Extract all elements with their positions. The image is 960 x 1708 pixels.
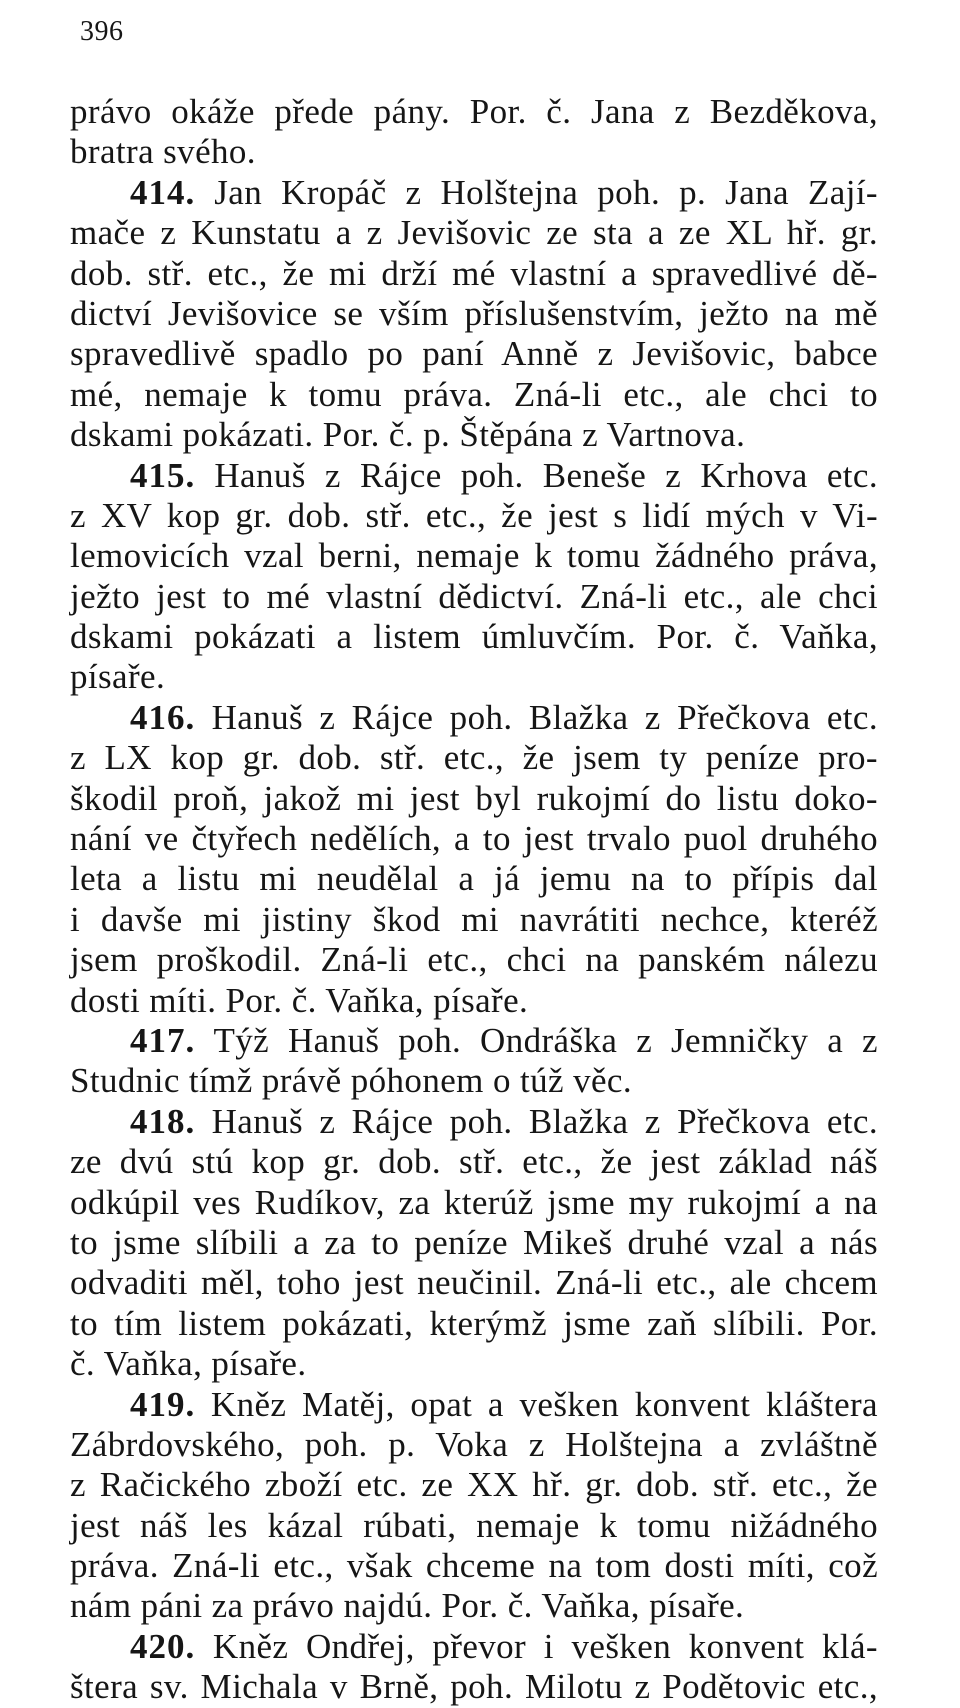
text-line [70,536,878,576]
line-text: Hanuš z Rájce poh. Blažka z Přečkova etc. [195,1101,878,1141]
entry-number: 415. [130,455,196,495]
text-line [70,1061,878,1101]
line-text: z Račického zboží etc. ze XX hř. gr. dob. stř. etc., že [70,1465,878,1505]
line-text: z LX kop gr. dob. stř. etc., že jsem ty peníze pro- [70,738,878,778]
line-text: dictví Jevišovice se vším příslušenstvím, ježto na mě [70,293,878,333]
text-line [70,132,878,172]
line-text: štera sv. Michala v Brně, poh. Milotu z Podětovic etc., [70,1667,878,1707]
line-text: písaře. [70,657,166,697]
line-text: z XV kop gr. dob. stř. etc., že jest s lidí mých v Vi- [70,495,878,535]
line-text: Hanuš z Rájce poh. Blažka z Přečkova etc. [195,697,878,737]
line-text: to tím listem pokázati, kterýmž jsme zaň slíbili. Por. [70,1303,878,1343]
line-text: dosti míti. Por. č. Vaňka, písaře. [70,980,529,1020]
text-line [70,334,878,374]
text-line [70,1465,878,1505]
text-line [70,213,878,253]
text-line [70,617,878,657]
text-line [70,1142,878,1182]
text-line [70,738,878,778]
text-line [70,940,878,980]
text-line [70,1667,878,1707]
line-text: bratra svého. [70,132,256,172]
page-number: 396 [80,16,124,47]
line-text: Kněz Matěj, opat a veškеn konvent kláštera [195,1384,878,1424]
entry-first-line [70,1627,878,1667]
line-text: č. Vaňka, písaře. [70,1344,307,1384]
entry-first-line [70,173,878,213]
line-text: i davše mi jistiny škod mi navrátiti nechce, kteréž [70,899,878,939]
text-line [70,981,878,1021]
text-line [70,1344,878,1384]
line-text: Týž Hanuš poh. Ondráška z Jemničky a z [195,1020,878,1060]
text-line [70,254,878,294]
line-text: jsem proškodil. Zná-li etc., chci na panském nálezu [70,940,878,980]
line-text: leta a listu mi neudělal a já jemu na to přípis dal [70,859,878,899]
line-text: Jan Kropáč z Holštejna poh. p. Jana Zají- [195,172,878,212]
line-text: to jsme slíbili a za to peníze Mikeš druhé vzal a nás [70,1222,878,1262]
line-text: mače z Kunstatu a z Jevišovic ze sta a ze XL hř. gr. [70,213,878,253]
entry-number: 416. [130,697,196,737]
line-text: ježto jest to mé vlastní dědictví. Zná-li etc., ale chci [70,576,878,616]
line-text: ze dvú stú kop gr. dob. stř. etc., že jest základ náš [70,1142,878,1182]
text-line [70,819,878,859]
text-line [70,375,878,415]
entry-number: 420. [130,1626,196,1666]
line-text: odkúpil ves Rudíkov, za kterúž jsme my rukojmí a na [70,1182,878,1222]
text-line [70,900,878,940]
line-text: Kněz Ondřej, převor i veškеn konvent klá- [195,1626,878,1666]
line-text: Hanuš z Rájce poh. Beneše z Krhova etc. [195,455,878,495]
text-line [70,859,878,899]
line-text: nám páni za právo najdú. Por. č. Vaňka, písaře. [70,1586,745,1626]
text-line [70,1425,878,1465]
entry-first-line [70,698,878,738]
entry-first-line [70,1102,878,1142]
entry-number: 414. [130,172,196,212]
line-text: mé, nemaje k tomu práva. Zná-li etc., ale chci to [70,374,878,414]
line-text: odvaditi měl, toho jest neučinil. Zná-li etc., ale chcem [70,1263,878,1303]
entry-first-line [70,1385,878,1425]
text-line [70,1263,878,1303]
text-line [70,1586,878,1626]
text-line [70,1304,878,1344]
text-line [70,496,878,536]
line-text: škodil proň, jakož mi jest byl rukojmí do listu doko- [70,778,878,818]
line-text: dskami pokázati. Por. č. p. Štěpána z Vartnova. [70,415,746,455]
text-line [70,415,878,455]
line-text: Zábrdovského, poh. p. Voka z Holštejna a zvláštně [70,1424,878,1464]
text-line [70,1546,878,1586]
entry-number: 417. [130,1020,196,1060]
line-text: Studnic tímž právě póhonem o túž věc. [70,1061,633,1101]
text-line [70,294,878,334]
text-line [70,92,878,132]
text-line [70,577,878,617]
text-line [70,779,878,819]
line-text: dskami pokázati a listem úmluvčím. Por. č. Vaňka, [70,617,878,657]
line-text: lemovicích vzal berni, nemaje k tomu žádného práva, [70,536,878,576]
entry-number: 418. [130,1101,196,1141]
line-text: právo okáže přede pány. Por. č. Jana z Bezděkova, [70,92,878,131]
line-text: nání ve čtyřech nedělích, a to jest trvalo puol druhého [70,819,878,859]
text-line [70,1223,878,1263]
line-text: spravedlivě spadlo po paní Anně z Jevišovic, babce [70,334,878,374]
entry-number: 419. [130,1384,196,1424]
line-text: práva. Zná-li etc., však chceme na tom dosti míti, což [70,1546,878,1586]
line-text: jest náš les kázal rúbati, nemaje k tomu nižádného [70,1505,878,1545]
entry-first-line [70,456,878,496]
body-text [70,92,878,1708]
text-line [70,1506,878,1546]
entry-first-line [70,1021,878,1061]
text-line [70,657,878,697]
line-text: dob. stř. etc., že mi drží mé vlastní a spravedlivé dě- [70,253,878,293]
text-line [70,1183,878,1223]
